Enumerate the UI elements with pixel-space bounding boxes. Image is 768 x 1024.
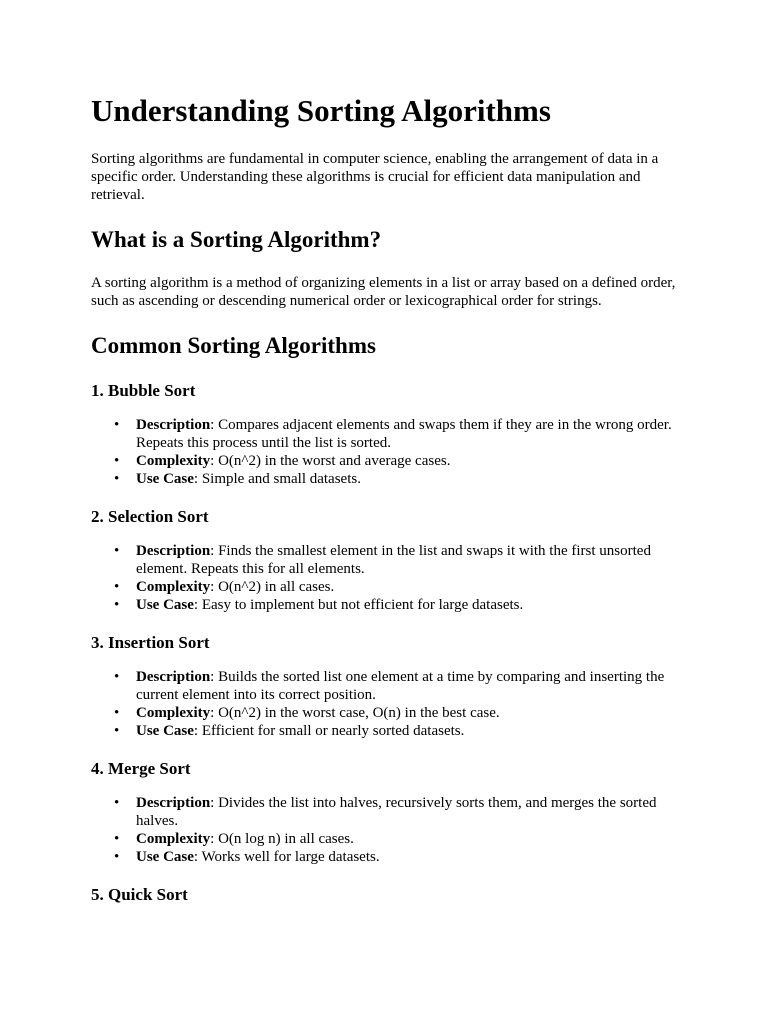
item-text: : Compares adjacent elements and swaps them if they are in the wrong order. Repeats this process until the list is sorted. <box>136 417 672 451</box>
algorithm-heading: 3. Insertion Sort <box>91 633 210 652</box>
list-item <box>114 704 678 722</box>
list-item <box>114 470 678 488</box>
item-term: Complexity <box>136 705 211 721</box>
item-term: Use Case <box>136 723 194 739</box>
page-title: Understanding Sorting Algorithms <box>91 93 551 128</box>
algorithm-section-insertion-sort <box>91 632 678 740</box>
intro-paragraph: Sorting algorithms are fundamental in computer science, enabling the arrangement of data in a specific order. Understanding these algorithms is crucial for efficient data manipulation and retrieval. <box>91 151 659 203</box>
list-item <box>114 578 678 596</box>
algorithm-section-quick-sort <box>91 884 678 905</box>
item-text: : Efficient for small or nearly sorted datasets. <box>193 723 465 739</box>
bullet-icon: • <box>114 705 120 721</box>
bullet-icon: • <box>114 579 120 595</box>
bullet-icon: • <box>114 795 120 811</box>
item-term: Complexity <box>136 831 211 847</box>
item-term: Complexity <box>136 453 211 469</box>
what-is-heading: What is a Sorting Algorithm? <box>91 227 382 252</box>
list-item <box>114 668 678 704</box>
item-text: : Works well for large datasets. <box>193 849 380 865</box>
item-term: Use Case <box>136 597 194 613</box>
algorithm-details-list <box>91 794 678 866</box>
item-text: : O(n log n) in all cases. <box>210 831 354 847</box>
algorithm-heading: 1. Bubble Sort <box>91 381 196 400</box>
bullet-icon: • <box>114 723 120 739</box>
bullet-icon: • <box>114 471 120 487</box>
bullet-icon: • <box>114 453 120 469</box>
item-text: : O(n^2) in all cases. <box>210 579 335 595</box>
algorithm-heading: 4. Merge Sort <box>91 759 191 778</box>
item-term: Use Case <box>136 471 194 487</box>
item-text: : O(n^2) in the worst case, O(n) in the best case. <box>210 705 500 721</box>
algorithm-heading: 2. Selection Sort <box>91 507 209 526</box>
list-item <box>114 416 678 452</box>
algorithm-section-merge-sort <box>91 758 678 866</box>
list-item <box>114 722 678 740</box>
item-term: Description <box>136 795 211 811</box>
algorithm-details-list <box>91 416 678 488</box>
item-term: Description <box>136 543 211 559</box>
list-item <box>114 596 678 614</box>
item-text: : Builds the sorted list one element at a time by comparing and inserting the current element into its correct position. <box>136 669 665 703</box>
bullet-icon: • <box>114 417 120 433</box>
algorithm-section-bubble-sort <box>91 380 678 488</box>
algorithm-heading: 5. Quick Sort <box>91 885 188 904</box>
item-text: : O(n^2) in the worst and average cases. <box>210 453 451 469</box>
algorithm-details-list <box>91 668 678 740</box>
bullet-icon: • <box>114 669 120 685</box>
list-item <box>114 452 678 470</box>
item-text: : Finds the smallest element in the list and swaps it with the first unsorted element. Repeats this for all elements. <box>136 543 651 577</box>
bullet-icon: • <box>114 597 120 613</box>
bullet-icon: • <box>114 543 120 559</box>
item-term: Use Case <box>136 849 194 865</box>
algorithm-section-selection-sort <box>91 506 678 614</box>
item-text: : Divides the list into halves, recursively sorts them, and merges the sorted halves. <box>136 795 657 829</box>
list-item <box>114 794 678 830</box>
common-algorithms-heading: Common Sorting Algorithms <box>91 333 376 358</box>
list-item <box>114 542 678 578</box>
what-is-paragraph: A sorting algorithm is a method of organizing elements in a list or array based on a defined order, such as ascending or descending numerical order or lexicographical order for strings. <box>91 275 676 309</box>
bullet-icon: • <box>114 849 120 865</box>
item-term: Description <box>136 669 211 685</box>
algorithm-details-list <box>91 542 678 614</box>
item-term: Description <box>136 417 211 433</box>
item-text: : Simple and small datasets. <box>193 471 361 487</box>
list-item <box>114 830 678 848</box>
bullet-icon: • <box>114 831 120 847</box>
list-item <box>114 848 678 866</box>
item-text: : Easy to implement but not efficient for large datasets. <box>193 597 524 613</box>
item-term: Complexity <box>136 579 211 595</box>
